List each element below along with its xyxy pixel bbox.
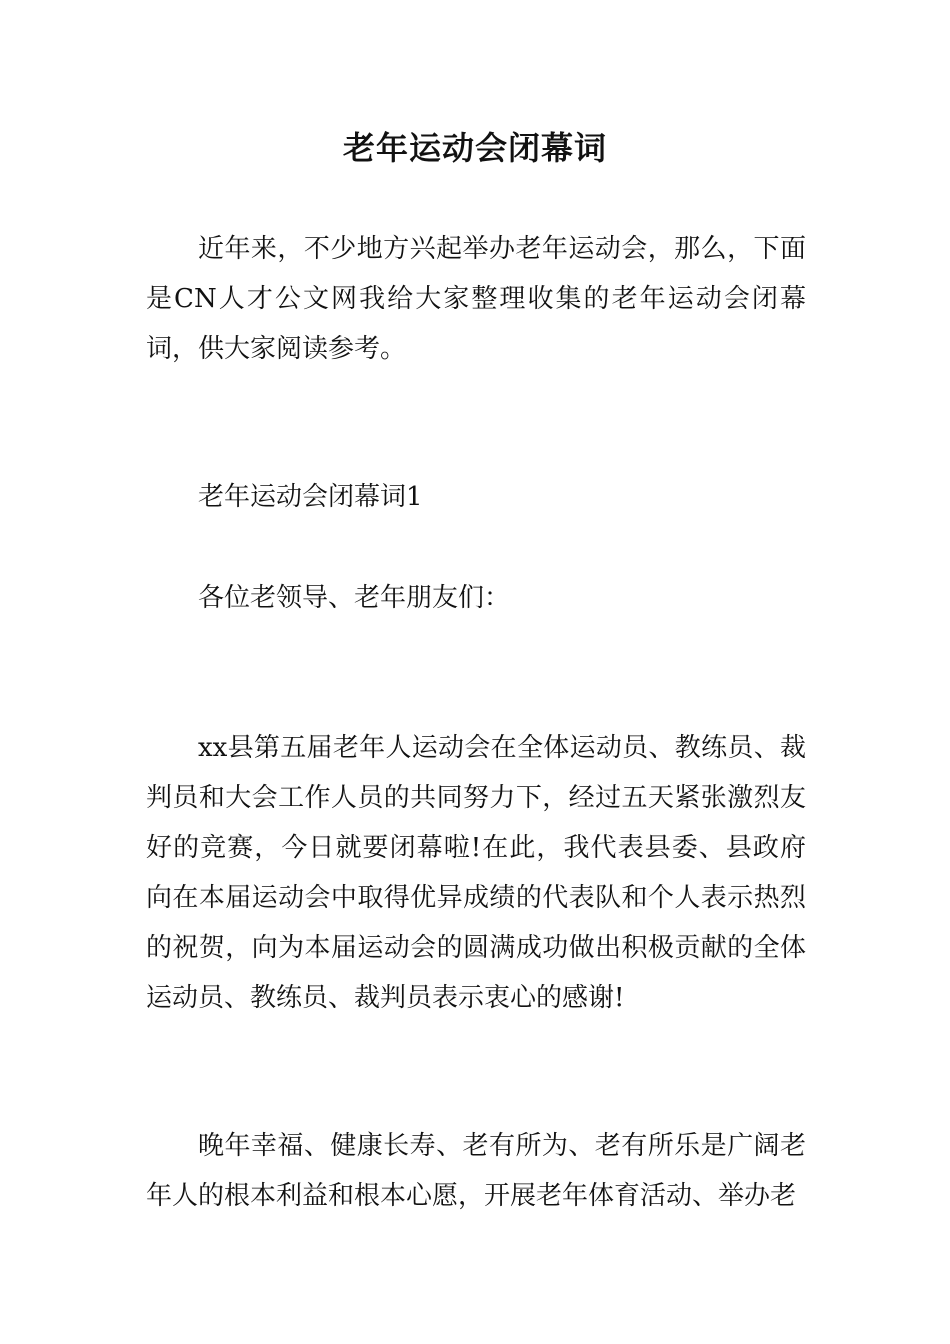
document-title: 老年运动会闭幕词 (342, 129, 607, 167)
body-paragraph: 晚年幸福、健康长寿、老有所为、老有所乐是广阔老年人的根本利益和根本心愿，开展老年体育活动、举办老 (146, 1131, 806, 1211)
salutation-paragraph: 各位老领导、老年朋友们： (198, 583, 511, 613)
intro-paragraph: 近年来，不少地方兴起举办老年运动会，那么，下面是CN人才公文网我给大家整理收集的老年运动会闭幕词，供大家阅读参考。 (146, 234, 806, 364)
section-heading: 老年运动会闭幕词1 (198, 482, 423, 512)
body-paragraph: xx县第五届老年人运动会在全体运动员、教练员、裁判员和大会工作人员的共同努力下，经过五天紧张激烈友好的竞赛，今日就要闭幕啦!在此，我代表县委、县政府向在本届运动会中取得优异成绩的代表队和个人表示热烈的祝贺，向为本届运动会的圆满成功做出积极贡献的全体运动员、教练员、裁判员表示衷心的感谢! (146, 733, 806, 1013)
